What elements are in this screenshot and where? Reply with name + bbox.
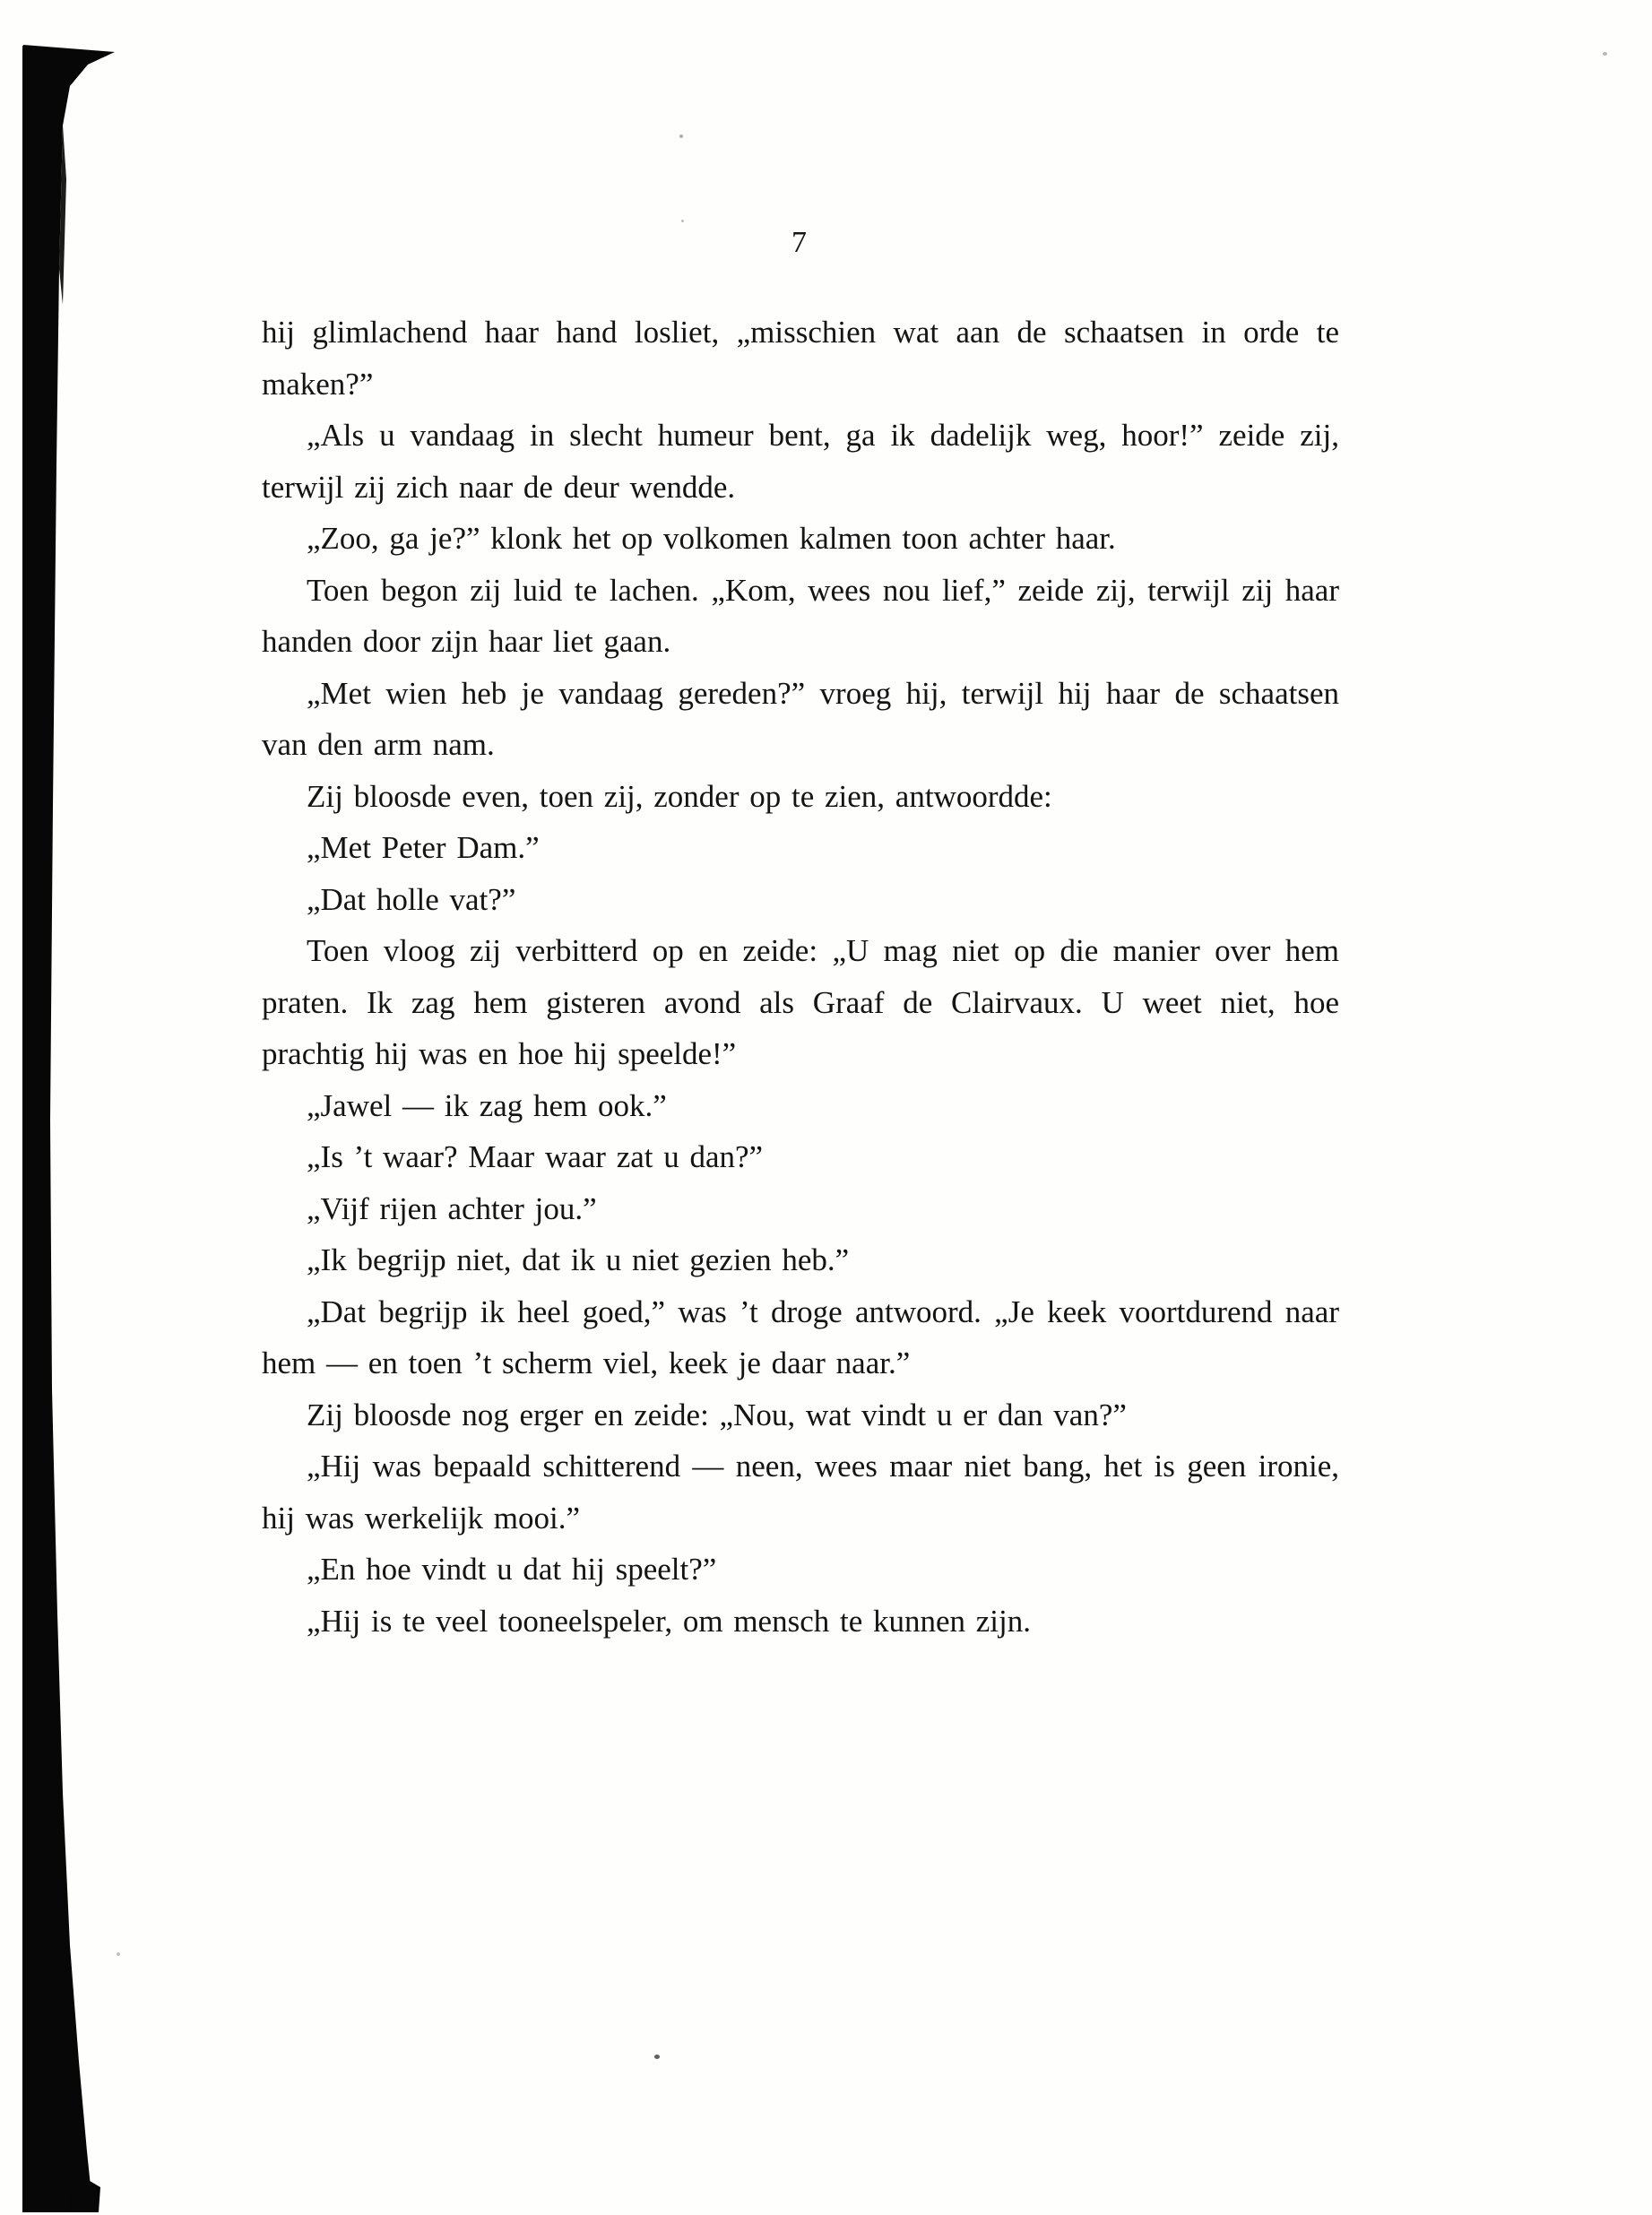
paragraph: „Hij was bepaald schitterend — neen, wees maar niet bang, het is geen ironie, hij was werkelijk mooi.” bbox=[262, 1449, 1339, 1536]
text-block bbox=[262, 307, 1339, 1647]
paragraph: „Dat holle vat?” bbox=[307, 881, 516, 917]
paragraph: „Met wien heb je vandaag gereden?” vroeg hij, terwijl hij haar de schaatsen van den arm nam. bbox=[262, 675, 1339, 762]
scan-speck bbox=[117, 1952, 120, 1956]
paragraph: „Is ’t waar? Maar waar zat u dan?” bbox=[307, 1139, 764, 1174]
paragraph: Toen begon zij luid te lachen. „Kom, wees nou lief,” zeide zij, terwijl zij haar handen door zijn haar liet gaan. bbox=[262, 572, 1339, 659]
paragraph: „Ik begrijp niet, dat ik u niet gezien heb.” bbox=[307, 1242, 850, 1277]
paragraph: Zij bloosde even, toen zij, zonder op te zien, antwoordde: bbox=[307, 778, 1052, 814]
scan-speck bbox=[1603, 52, 1607, 56]
paragraph: Zij bloosde nog erger en zeide: „Nou, wat vindt u er dan van?” bbox=[307, 1397, 1127, 1432]
scan-speck bbox=[681, 220, 684, 222]
paragraph: Toen vloog zij verbitterd op en zeide: „U mag niet op die manier over hem praten. Ik zag hem gisteren avond als Graaf de Clairvaux. U weet niet, hoe prachtig hij was en hoe hij speelde!” bbox=[262, 933, 1339, 1071]
paragraph: „Vijf rijen achter jou.” bbox=[307, 1190, 597, 1226]
paragraph: „Als u vandaag in slecht humeur bent, ga ik dadelijk weg, hoor!” zeide zij, terwijl zij zich naar de deur wendde. bbox=[262, 418, 1339, 505]
paragraph: hij glimlachend haar hand losliet, „misschien wat aan de schaatsen in orde te maken?” bbox=[262, 315, 1339, 402]
paragraph: „Jawel — ik zag hem ook.” bbox=[307, 1087, 667, 1123]
paragraph: „En hoe vindt u dat hij speelt?” bbox=[307, 1552, 717, 1587]
paragraph: „Hij is te veel tooneelspeler, om mensch te kunnen zijn. bbox=[307, 1603, 1032, 1639]
paragraph: „Zoo, ga je?” klonk het op volkomen kalmen toon achter haar. bbox=[307, 521, 1116, 556]
paragraph: „Met Peter Dam.” bbox=[307, 830, 540, 865]
scan-speck bbox=[679, 134, 683, 138]
page-number: 7 bbox=[791, 226, 808, 259]
paragraph: „Dat begrijp ik heel goed,” was ’t droge antwoord. „Je keek voortdurend naar hem — en toen ’t scherm viel, keek je daar naar.” bbox=[262, 1294, 1339, 1380]
scan-binding-artifact bbox=[0, 0, 152, 2215]
scan-speck bbox=[654, 2055, 660, 2059]
